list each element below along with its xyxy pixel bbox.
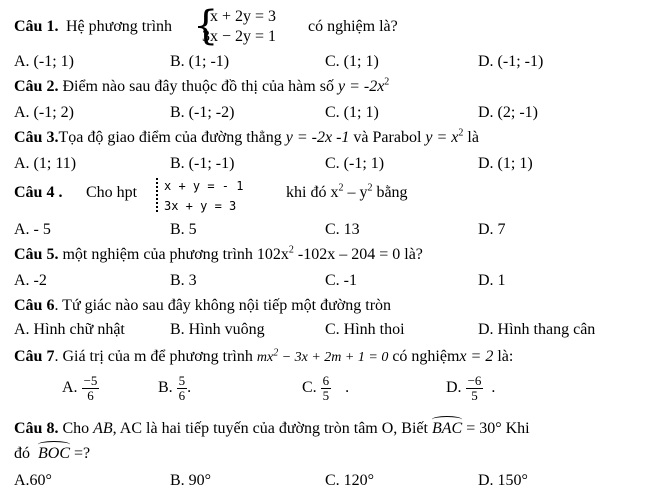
question-3-exp: 2 (458, 127, 464, 139)
q7-option-c-fraction (321, 374, 332, 403)
question-1-label: Câu 1. (14, 18, 59, 35)
question-8 (14, 420, 530, 438)
question-3-line-eq: y = -2x -1 (285, 129, 350, 146)
q3-option-c[interactable]: C. (-1; 1) (325, 155, 385, 172)
q7-option-b-suffix: . (187, 379, 192, 397)
q5-option-b[interactable]: B. 3 (170, 272, 197, 289)
q4-option-a[interactable]: A. - 5 (14, 221, 51, 238)
question-5-label: Câu 5. (14, 246, 59, 263)
question-3 (14, 129, 479, 147)
question-3-parabola: y = x (425, 129, 459, 146)
question-2-exp: 2 (384, 76, 390, 88)
question-8-line-2 (14, 445, 90, 463)
question-8-angle-val: = 30° (462, 420, 502, 437)
question-4-minus: – y (343, 184, 368, 201)
question-2-label: Câu 2. (14, 78, 59, 95)
q7-option-d-num: −6 (467, 373, 482, 388)
q7-option-c-den: 5 (322, 388, 330, 403)
q1-option-a[interactable]: A. (-1; 1) (14, 53, 74, 70)
q1-option-d[interactable]: D. (-1; -1) (478, 53, 544, 70)
question-3-end: là (467, 129, 479, 146)
question-7-text: . Giá trị của m để phương trình (54, 348, 253, 365)
question-3-text: Tọa độ giao điểm của đường thẳng (58, 129, 282, 146)
q6-option-b[interactable]: B. Hình vuông (170, 321, 265, 338)
q5-option-a[interactable]: A. -2 (14, 272, 47, 289)
question-6-label: Câu 6 (14, 297, 55, 314)
q7-option-d-prefix: D. (446, 379, 462, 397)
q8-option-b[interactable]: B. 90° (170, 472, 212, 489)
angle-bac: BAC (431, 420, 463, 437)
q7-option-c[interactable] (302, 374, 349, 403)
question-8-ab: AB (93, 420, 113, 437)
q3-option-b[interactable]: B. (-1; -1) (170, 155, 235, 172)
q8-option-d[interactable]: D. 150° (478, 472, 528, 489)
q7-option-a[interactable] (62, 374, 99, 403)
question-8-rest: , AC là hai tiếp tuyến của đường tròn tâm O, Biết (112, 420, 428, 437)
question-1-eq1: x + 2y = 3 (210, 8, 277, 25)
question-3-label: Câu 3. (14, 129, 59, 146)
q7-option-d-suffix: . (491, 379, 496, 397)
q7-option-c-num: 6 (322, 373, 330, 388)
q2-option-c[interactable]: C. (1; 1) (325, 104, 379, 121)
question-7-eq (256, 347, 389, 365)
q4-option-c[interactable]: C. 13 (325, 221, 360, 238)
question-4-after: khi đó x (286, 184, 339, 201)
question-5-rest: -102x – 204 = 0 là? (293, 246, 423, 263)
q1-option-b[interactable]: B. (1; -1) (170, 53, 230, 70)
dotted-brace-icon (156, 178, 160, 212)
q7-option-c-prefix: C. (302, 379, 317, 397)
q7-option-b-den: 6 (178, 388, 186, 403)
question-1-eq2: 3x − 2y = 1 (202, 28, 277, 45)
q7-option-a-prefix: A. (62, 379, 78, 397)
question-4-exp2: 2 (367, 182, 373, 194)
q7-option-d[interactable] (446, 374, 495, 403)
q5-option-d[interactable]: D. 1 (478, 272, 506, 289)
question-2 (14, 78, 389, 96)
question-2-func-rhs: = -2x (345, 78, 385, 95)
q7-option-b-prefix: B. (158, 379, 173, 397)
question-5 (14, 246, 423, 264)
q7-option-d-fraction (466, 374, 484, 403)
q4-option-d[interactable]: D. 7 (478, 221, 506, 238)
q6-option-a[interactable]: A. Hình chữ nhật (14, 321, 125, 338)
question-3-mid: và Parabol (353, 129, 422, 146)
question-6-text: . Tứ giác nào sau đây không nội tiếp một đường tròn (54, 297, 392, 314)
q2-option-a[interactable]: A. (-1; 2) (14, 104, 74, 121)
system-brace-icon: { (193, 3, 219, 49)
question-7-end: là: (497, 348, 514, 365)
q8-option-a[interactable]: A.60° (14, 472, 52, 489)
q7-option-b[interactable] (158, 374, 191, 403)
question-8-line2-end: =? (70, 445, 91, 462)
question-7-cond-eq: x = 2 (459, 348, 494, 365)
question-4-text-after (286, 184, 408, 202)
q7-option-a-fraction (82, 374, 100, 403)
q3-option-a[interactable]: A. (1; 11) (14, 155, 77, 172)
question-4-exp1: 2 (338, 182, 344, 194)
q7-option-c-suffix: . (345, 379, 350, 397)
q7-option-a-den: 6 (87, 388, 94, 403)
question-7-eq-m: mx (256, 350, 274, 365)
q1-option-c[interactable]: C. (1; 1) (325, 53, 379, 70)
question-1-text: Hệ phương trình (66, 18, 173, 35)
question-4-eq2: 3x + y = 3 (164, 199, 237, 213)
question-8-end: Khi (505, 420, 530, 437)
q8-option-c[interactable]: C. 120° (325, 472, 375, 489)
q7-option-d-den: 5 (471, 388, 478, 403)
question-8-text: Cho (62, 420, 90, 437)
q6-option-d[interactable]: D. Hình thang cân (478, 321, 596, 338)
q5-option-c[interactable]: C. -1 (325, 272, 357, 289)
q7-option-a-num: −5 (83, 373, 98, 388)
question-7-label: Câu 7 (14, 348, 55, 365)
question-7-eq-rest: − 3x + 2m + 1 = 0 (278, 350, 389, 365)
question-4-text: Cho hpt (86, 184, 138, 201)
question-2-text: Điểm nào sau đây thuộc đồ thị của hàm số (62, 78, 334, 95)
q2-option-b[interactable]: B. (-1; -2) (170, 104, 235, 121)
q7-option-b-fraction (177, 374, 188, 403)
question-7 (14, 348, 513, 366)
q4-option-b[interactable]: B. 5 (170, 221, 197, 238)
question-1-text-after: có nghiệm là? (308, 18, 398, 35)
angle-boc: BOC (38, 445, 70, 462)
question-4 (14, 176, 534, 216)
question-2-func-lhs: y (337, 78, 346, 95)
q7-option-b-num: 5 (178, 373, 186, 388)
question-6 (14, 297, 391, 315)
question-4-eq1: x + y = - 1 (164, 179, 244, 193)
question-7-exp: 2 (273, 347, 279, 359)
question-8-line2-start: đó (14, 445, 30, 462)
q2-option-d[interactable]: D. (2; -1) (478, 104, 538, 121)
question-8-label: Câu 8. (14, 420, 59, 437)
question-4-end: bằng (372, 184, 408, 201)
question-5-exp: 2 (288, 244, 294, 256)
question-5-text: một nghiệm của phương trình 102x (62, 246, 289, 263)
question-7-cond: có nghiệm (392, 348, 460, 365)
question-4-label: Câu 4 . (14, 184, 63, 201)
q3-option-d[interactable]: D. (1; 1) (478, 155, 533, 172)
q6-option-c[interactable]: C. Hình thoi (325, 321, 405, 338)
